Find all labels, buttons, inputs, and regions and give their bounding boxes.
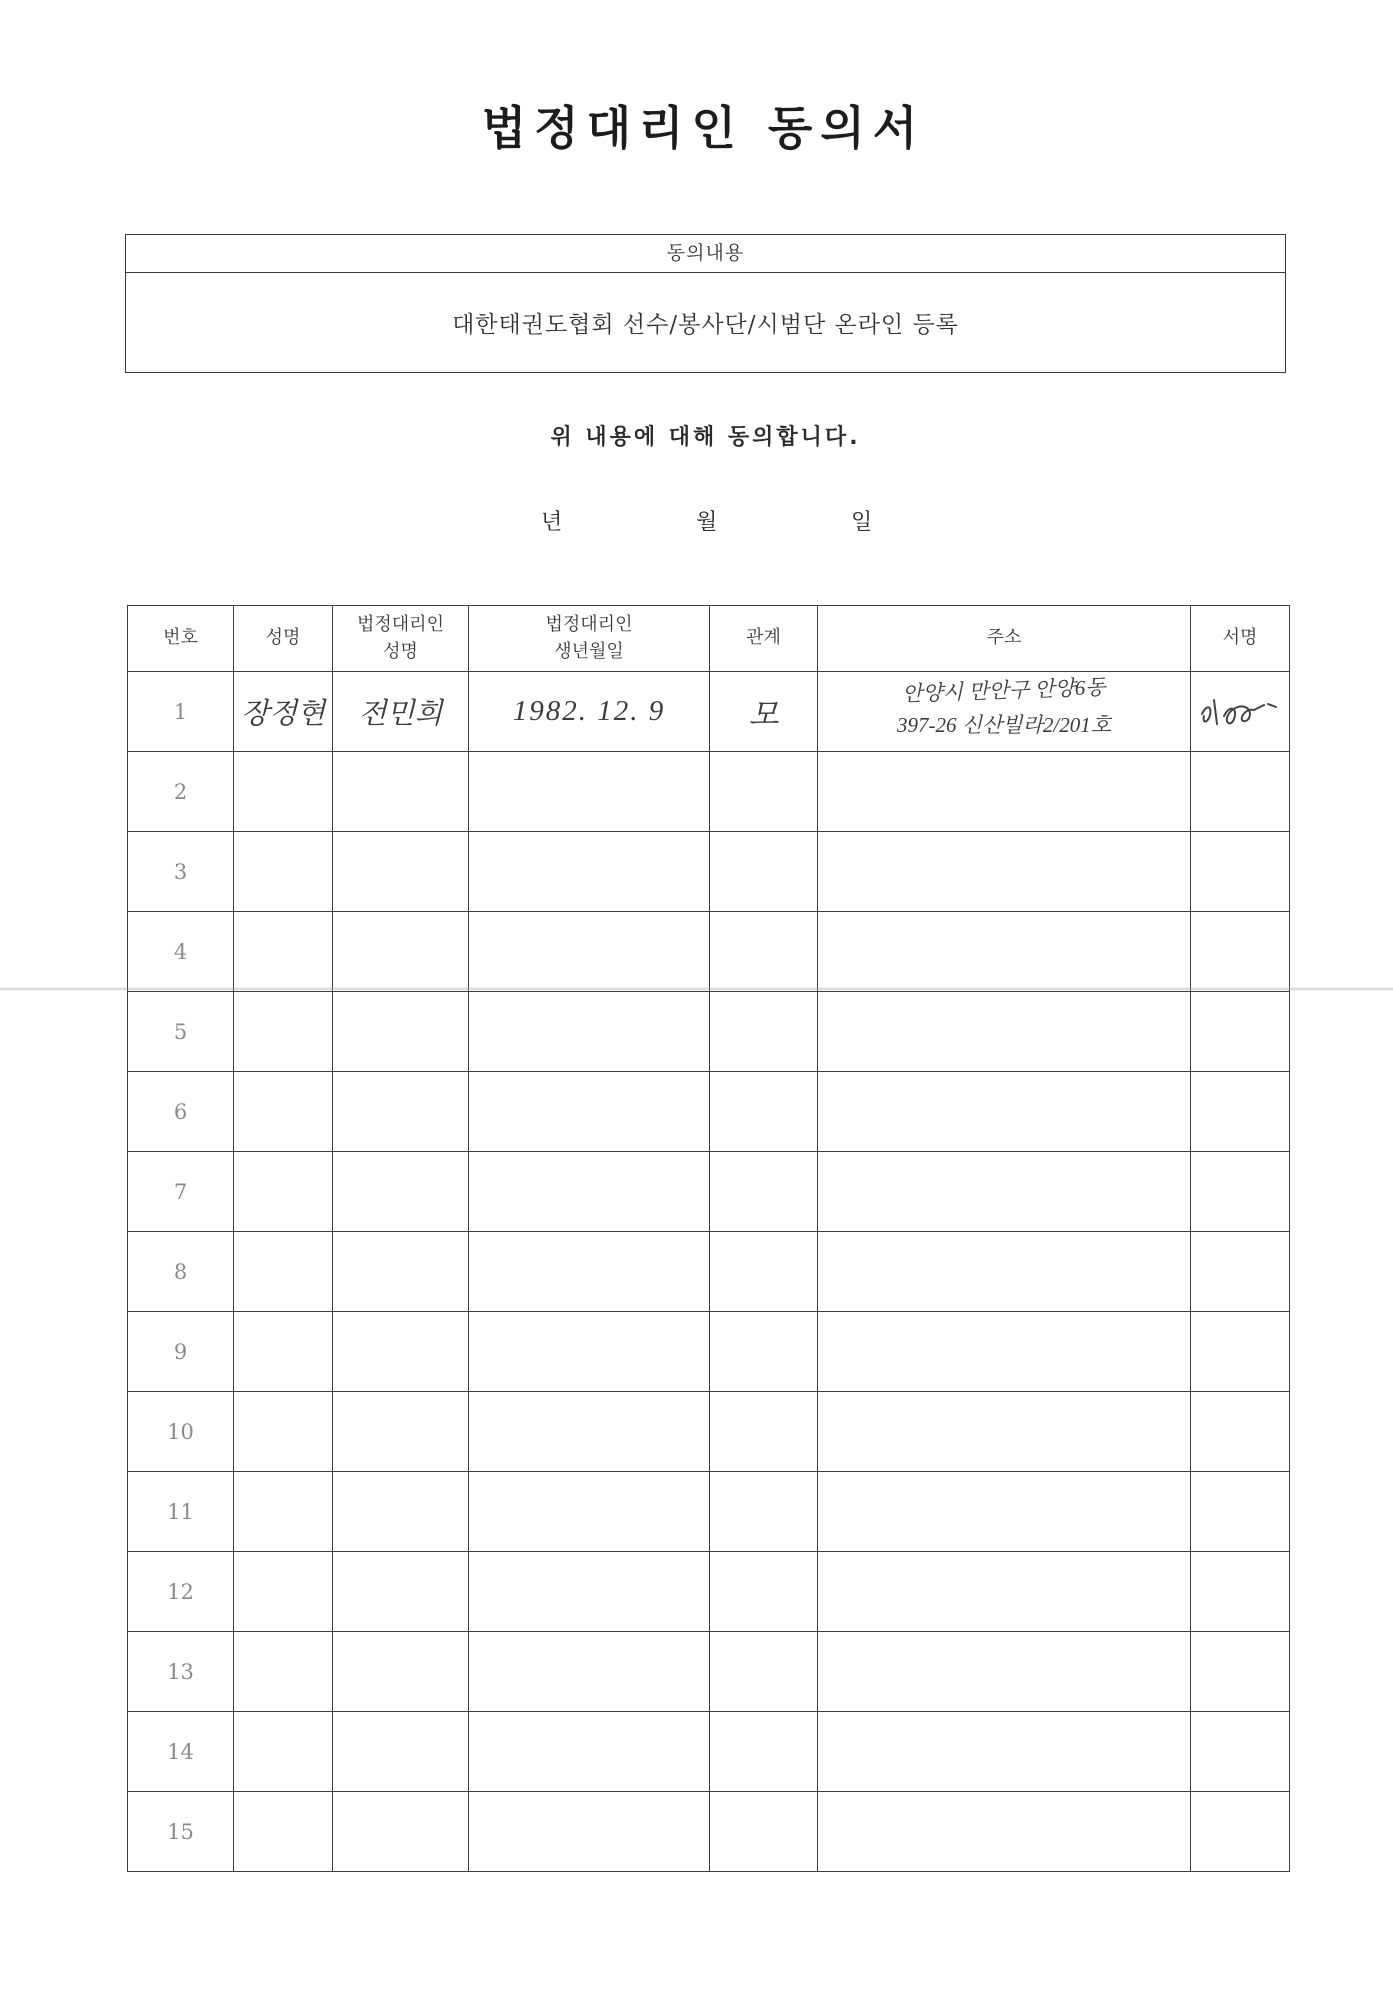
row-number: 12: [167, 1579, 194, 1604]
cell-name: [234, 1152, 333, 1232]
cell-number: [128, 1552, 234, 1632]
cell-guardian-name: [333, 832, 469, 912]
cell-guardian-birthdate: [469, 1472, 710, 1552]
cell-guardian-birthdate: [469, 1792, 710, 1872]
cell-name: [234, 1472, 333, 1552]
header-relation: [710, 606, 818, 672]
cell-signature: [1191, 992, 1290, 1072]
table-row: [128, 1712, 1290, 1792]
cell-guardian-name: [333, 1152, 469, 1232]
cell-address: [818, 912, 1191, 992]
cell-guardian-name: [333, 1392, 469, 1472]
table-row: [128, 752, 1290, 832]
cell-signature: [1191, 1472, 1290, 1552]
handwritten-entry: 전민희: [358, 698, 443, 730]
cell-guardian-name: [333, 912, 469, 992]
handwritten-entry: 모: [748, 697, 779, 732]
header-label-line: 법정대리인: [545, 614, 633, 636]
cell-relation: [710, 672, 818, 752]
cell-relation: [710, 1712, 818, 1792]
cell-guardian-birthdate: [469, 832, 710, 912]
handwritten-entry: 장정현: [240, 698, 326, 730]
header-name: [234, 606, 333, 672]
cell-signature: [1191, 1312, 1290, 1392]
cell-address: [818, 672, 1191, 752]
table-header: [128, 606, 1290, 672]
cell-number: [128, 832, 234, 912]
cell-number: [128, 752, 234, 832]
header-label-line: 주소: [986, 627, 1022, 649]
header-label-line: 법정대리인: [357, 614, 444, 636]
cell-signature: [1191, 1792, 1290, 1872]
cell-relation: [710, 1152, 818, 1232]
cell-signature: [1191, 1072, 1290, 1152]
cell-address: [818, 1472, 1191, 1552]
date-year-label: 년: [541, 510, 563, 535]
cell-guardian-birthdate: [469, 1712, 710, 1792]
cell-guardian-birthdate: [469, 752, 710, 832]
cell-address: [818, 1392, 1191, 1472]
signature-scribble: [1194, 682, 1286, 742]
fold-crease: [0, 987, 1393, 991]
cell-address: [818, 1312, 1191, 1392]
row-number: 15: [167, 1819, 194, 1844]
table-body: [128, 672, 1290, 1872]
cell-number: [128, 1232, 234, 1312]
row-number: 1: [173, 699, 188, 724]
table-row: [128, 992, 1290, 1072]
table-row: [128, 1472, 1290, 1552]
cell-guardian-birthdate: [469, 1072, 710, 1152]
header-signature: [1191, 606, 1290, 672]
cell-signature: [1191, 1392, 1290, 1472]
consent-box: [125, 234, 1286, 373]
cell-name: [234, 1792, 333, 1872]
cell-guardian-name: [333, 1552, 469, 1632]
cell-signature: [1191, 1632, 1290, 1712]
table-row: [128, 1792, 1290, 1872]
cell-number: [128, 1312, 234, 1392]
cell-guardian-birthdate: [469, 672, 710, 752]
address-line: 397-26 신산빌라2/201호: [896, 712, 1111, 737]
cell-relation: [710, 912, 818, 992]
table-row: [128, 1312, 1290, 1392]
cell-address: [818, 1552, 1191, 1632]
consent-box-header: 동의내용: [126, 235, 1285, 273]
cell-relation: [710, 1552, 818, 1632]
cell-guardian-birthdate: [469, 1152, 710, 1232]
cell-number: [128, 1472, 234, 1552]
consent-statement: 위 내용에 대해 동의합니다.: [550, 425, 861, 450]
cell-guardian-name: [333, 1072, 469, 1152]
cell-number: [128, 912, 234, 992]
cell-signature: [1191, 1552, 1290, 1632]
header-label-line: 관계: [746, 627, 781, 649]
cell-name: [234, 992, 333, 1072]
consent-content-text: 대한태권도협회 선수/봉사단/시범단 온라인 등록: [452, 311, 959, 338]
cell-relation: [710, 1632, 818, 1712]
table-row: [128, 912, 1290, 992]
header-number: [128, 606, 234, 672]
cell-signature: [1191, 1152, 1290, 1232]
cell-number: [128, 1632, 234, 1712]
cell-signature: [1191, 1232, 1290, 1312]
cell-guardian-birthdate: [469, 1392, 710, 1472]
cell-guardian-birthdate: [469, 1232, 710, 1312]
row-number: 7: [173, 1179, 188, 1204]
cell-number: [128, 672, 234, 752]
row-number: 14: [167, 1739, 194, 1764]
cell-guardian-birthdate: [469, 912, 710, 992]
address-line: 안양시 만안구 안양6동: [901, 675, 1107, 707]
cell-address: [818, 1792, 1191, 1872]
row-number: 9: [173, 1339, 188, 1364]
header-label-line: 번호: [163, 627, 198, 649]
cell-name: [234, 672, 333, 752]
consent-box-content: [126, 273, 1285, 371]
cell-signature: [1191, 752, 1290, 832]
cell-guardian-name: [333, 752, 469, 832]
row-number: 8: [173, 1259, 188, 1284]
cell-relation: [710, 992, 818, 1072]
header-guardian-birthdate: [469, 606, 710, 672]
cell-relation: [710, 1072, 818, 1152]
table-row: [128, 1072, 1290, 1152]
cell-address: [818, 1072, 1191, 1152]
cell-address: [818, 1232, 1191, 1312]
cell-address: [818, 1632, 1191, 1712]
cell-relation: [710, 1312, 818, 1392]
table-row: [128, 1632, 1290, 1712]
cell-address: [818, 832, 1191, 912]
cell-name: [234, 1712, 333, 1792]
cell-guardian-name: [333, 1312, 469, 1392]
cell-name: [234, 1072, 333, 1152]
cell-number: [128, 1792, 234, 1872]
cell-name: [234, 752, 333, 832]
cell-number: [128, 1072, 234, 1152]
cell-guardian-birthdate: [469, 992, 710, 1072]
cell-guardian-name: [333, 992, 469, 1072]
header-label-line: 서명: [1222, 627, 1258, 649]
row-number: 3: [173, 859, 188, 884]
cell-guardian-name: [333, 1232, 469, 1312]
header-address: [818, 606, 1191, 672]
row-number: 2: [173, 779, 188, 804]
cell-name: [234, 1632, 333, 1712]
row-number: 5: [173, 1019, 188, 1044]
cell-name: [234, 1552, 333, 1632]
cell-guardian-name: [333, 1632, 469, 1712]
table-row: [128, 1152, 1290, 1232]
cell-name: [234, 912, 333, 992]
row-number: 13: [167, 1659, 194, 1684]
cell-name: [234, 1312, 333, 1392]
cell-number: [128, 1392, 234, 1472]
cell-relation: [710, 1232, 818, 1312]
cell-number: [128, 1712, 234, 1792]
cell-address: [818, 1712, 1191, 1792]
cell-relation: [710, 1392, 818, 1472]
cell-signature: [1191, 1712, 1290, 1792]
date-month-label: 월: [696, 510, 718, 535]
cell-relation: [710, 832, 818, 912]
table-row: [128, 1392, 1290, 1472]
header-label-line: 생년월일: [554, 640, 624, 662]
cell-guardian-name: [333, 1472, 469, 1552]
cell-guardian-name: [333, 1792, 469, 1872]
cell-name: [234, 832, 333, 912]
date-day-label: 일: [851, 510, 873, 535]
cell-number: [128, 992, 234, 1072]
cell-name: [234, 1392, 333, 1472]
cell-address: [818, 752, 1191, 832]
guardian-roster-table: [127, 605, 1290, 1872]
row-number: 11: [167, 1499, 194, 1524]
row-number: 4: [173, 939, 188, 964]
table-row: [128, 1232, 1290, 1312]
header-label-line: 성명: [265, 627, 301, 649]
table-row: [128, 1552, 1290, 1632]
cell-guardian-birthdate: [469, 1312, 710, 1392]
cell-name: [234, 1232, 333, 1312]
cell-guardian-birthdate: [469, 1552, 710, 1632]
row-number: 6: [173, 1099, 188, 1124]
cell-relation: [710, 752, 818, 832]
cell-relation: [710, 1472, 818, 1552]
header-label-line: 성명: [383, 640, 418, 662]
table-row: [128, 832, 1290, 912]
table-row: [128, 672, 1290, 752]
table-header-row: [128, 606, 1290, 672]
cell-guardian-name: [333, 672, 469, 752]
document-title: 법정대리인 동의서: [481, 101, 926, 155]
cell-number: [128, 1152, 234, 1232]
handwritten-entry: 1982. 12. 9: [512, 695, 666, 727]
cell-guardian-birthdate: [469, 1632, 710, 1712]
cell-relation: [710, 1792, 818, 1872]
cell-address: [818, 992, 1191, 1072]
row-number: 10: [167, 1419, 194, 1444]
cell-signature: [1191, 912, 1290, 992]
header-guardian-name: [333, 606, 469, 672]
cell-address: [818, 1152, 1191, 1232]
cell-signature: [1191, 832, 1290, 912]
cell-signature: [1191, 672, 1290, 752]
cell-guardian-name: [333, 1712, 469, 1792]
